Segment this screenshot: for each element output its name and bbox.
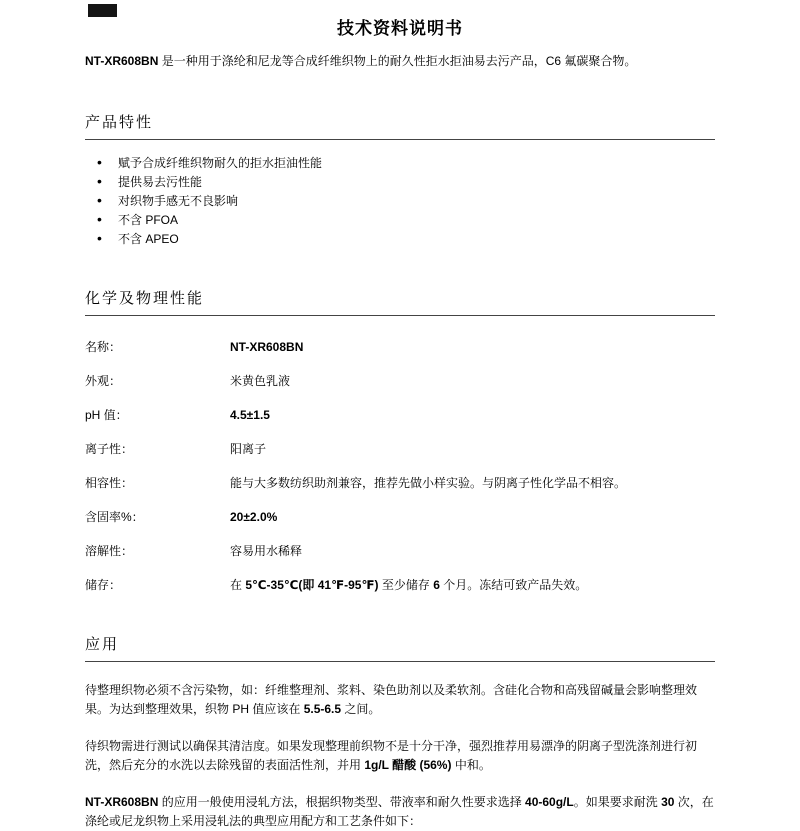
application-paragraph [85, 793, 715, 830]
property-row [85, 374, 715, 388]
text: 阳离子 [230, 442, 267, 456]
property-value [230, 442, 715, 456]
page-title: 技术资料说明书 [337, 19, 463, 38]
feature-item: • 赋予合成纤维织物耐久的拒水拒油性能 [85, 157, 715, 170]
text: 能与大多数纺织助剂兼容，推荐先做小样实验。与阴离子性化学品不相容。 [230, 476, 627, 490]
property-label: 离子性： [85, 442, 134, 456]
property-value [230, 340, 715, 354]
text: 待整理织物必须不含污染物，如：纤维整理剂、浆料、染色助剂以及柔软剂。含硅化合物和高残留碱量会影响整理效果。为达到整理效果，织物 PH 值应该在 [85, 683, 698, 716]
section-heading-application: 应用 [85, 633, 715, 662]
feature-item: • 对织物手感无不良影响 [85, 195, 715, 208]
property-row [85, 476, 715, 490]
property-label: 外观： [85, 374, 122, 388]
text: 是一种用于涤纶和尼龙等合成纤维织物上的耐久性拒水拒油易去污产品，C6 氟碳聚合物。 [158, 54, 637, 68]
text: 待织物需进行测试以确保其清洁度。如果发现整理前织物不是十分干净，强烈推荐用易漂净的阴离子型洗涤剂进行初洗，然后充分的水洗以去除残留的表面活性剂，并用 [85, 739, 698, 772]
text: 在 [230, 578, 246, 592]
bold-text: 1g/L 醋酸 (56%) [364, 757, 452, 772]
property-label: 名称： [85, 340, 122, 354]
bold-text: 5℃-35℃(即 41℉-95℉) [245, 578, 379, 592]
property-label: 储存： [85, 578, 122, 592]
feature-item: • 不含 APEO [85, 233, 715, 246]
property-row [85, 544, 715, 558]
text: 的应用一般使用浸轧方法，根据织物类型、带液率和耐久性要求选择 [158, 795, 526, 810]
text: 之间。 [341, 701, 381, 716]
property-row [85, 578, 715, 592]
text: 次，在涤纶或尼龙织物上采用浸轧法的典型应用配方和工艺条件如下： [85, 795, 714, 828]
application-paragraphs [85, 681, 715, 831]
property-row [85, 510, 715, 524]
property-row [85, 340, 715, 354]
properties-table [85, 340, 715, 592]
property-value [230, 510, 715, 524]
bold-text: NT-XR608BN [85, 54, 159, 68]
property-value [230, 374, 715, 388]
section-heading-properties: 化学及物理性能 [85, 287, 715, 316]
feature-item: • 提供易去污性能 [85, 176, 715, 189]
bold-text: 4.5±1.5 [230, 408, 270, 422]
bold-text: NT-XR608BN [230, 340, 304, 354]
text: 个月。冻结可致产品失效。 [439, 578, 588, 592]
section-heading-features: 产品特性 [85, 111, 715, 140]
property-label: 溶解性： [85, 544, 134, 558]
property-label: 相容性： [85, 476, 134, 490]
text: 。如果要求耐洗 [573, 795, 662, 810]
feature-item: • 不含 PFOA [85, 214, 715, 227]
intro-paragraph [85, 52, 715, 70]
property-label: pH 值： [85, 408, 128, 422]
property-value [230, 408, 715, 422]
bold-text: NT-XR608BN [85, 795, 159, 810]
bold-text: 5.5-6.5 [303, 701, 342, 716]
feature-list [85, 157, 715, 246]
application-paragraph [85, 681, 715, 718]
text: 米黄色乳液 [230, 374, 291, 388]
text: 容易用水稀释 [230, 544, 303, 558]
application-paragraph [85, 737, 715, 774]
property-value [230, 578, 715, 592]
text: 中和。 [451, 757, 491, 772]
property-row [85, 442, 715, 456]
bold-text: 20±2.0% [230, 510, 278, 524]
property-value [230, 476, 715, 490]
text: 至少储存 [378, 578, 434, 592]
bold-text: 6 [433, 578, 440, 592]
property-label: 含固率%： [85, 510, 144, 524]
logo [88, 4, 117, 17]
bold-text: 40-60g/L [525, 795, 574, 810]
bold-text: 30 [661, 795, 675, 810]
property-row [85, 408, 715, 422]
property-value [230, 544, 715, 558]
